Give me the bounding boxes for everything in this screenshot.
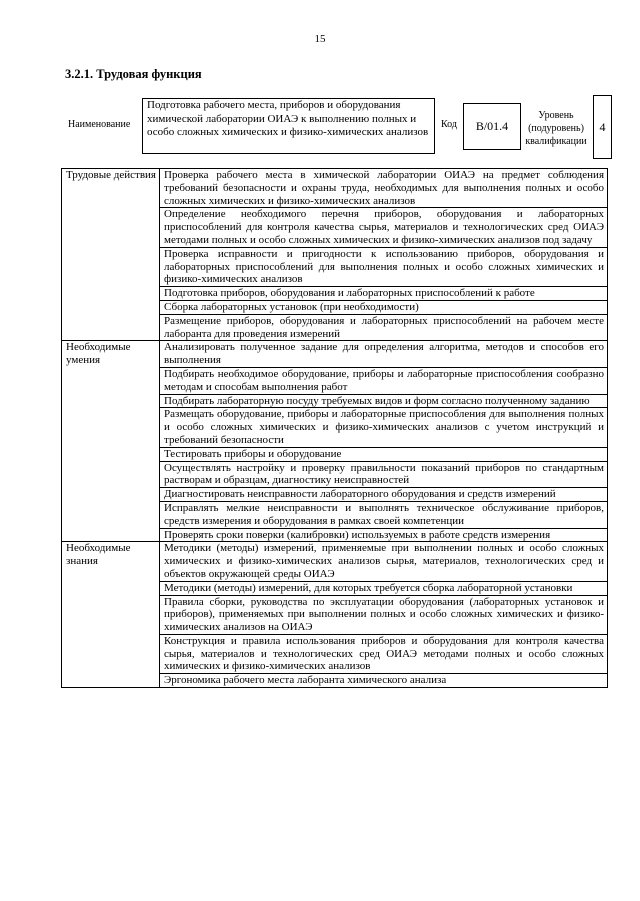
code-box: В/01.4 bbox=[463, 103, 521, 150]
table-cell: Сборка лабораторных установок (при необходимости) bbox=[160, 300, 608, 314]
table-cell: Проверять сроки поверки (калибровки) используемых в работе средств измерения bbox=[160, 528, 608, 542]
function-table bbox=[61, 168, 608, 688]
table-row bbox=[62, 169, 608, 208]
table-cell: Эргономика рабочего места лаборанта химического анализа bbox=[160, 674, 608, 688]
table-cell: Размещение приборов, оборудования и лабораторных приспособлений на рабочем месте лаборанта для проведения измерений bbox=[160, 314, 608, 341]
page-number: 15 bbox=[314, 33, 326, 45]
function-name-box: Подготовка рабочего места, приборов и оборудования химической лаборатории ОИАЭ к выполнению полных и особо сложных химических и физико-химических анализов bbox=[142, 98, 435, 154]
qualification-level-box: 4 bbox=[593, 95, 612, 159]
table-cell: Подбирать необходимое оборудование, приборы и лабораторные приспособления сообразно методам и способам выполнения работ bbox=[160, 367, 608, 394]
section-title: 3.2.1. Трудовая функция bbox=[65, 67, 202, 81]
table-cell: Методики (методы) измерений, применяемые при выполнении полных и особо сложных химических и физико-химических анализов сырья, материалов, технологических сред и объектов окружающей среды ОИАЭ bbox=[160, 542, 608, 581]
table-cell: Определение необходимого перечня приборов, оборудования и лабораторных приспособлений для контроля качества сырья, материалов и технологических сред ОИАЭ методами полных и особо сложных химических и физико-химических анализов под задачу bbox=[160, 208, 608, 247]
code-label: Код bbox=[441, 119, 457, 130]
table-cell: Методики (методы) измерений, для которых требуется сборка лабораторной установки bbox=[160, 581, 608, 595]
table-cell: Осуществлять настройку и проверку правильности показаний приборов по стандартным растворам и образцам, диагностику неисправностей bbox=[160, 461, 608, 488]
section-title-cell: Необходимые знания bbox=[62, 542, 160, 688]
table-cell: Проверка рабочего места в химической лаборатории ОИАЭ на предмет соблюдения требований безопасности и охраны труда, необходимых для выполнения полных и особо сложных химических и физико-химических анализов bbox=[160, 169, 608, 208]
table-cell: Исправлять мелкие неисправности и выполнять техническое обслуживание приборов, средств измерения и оборудования в рамках своей компетенции bbox=[160, 501, 608, 528]
table-cell: Размещать оборудование, приборы и лабораторные приспособления для выполнения полных и особо сложных химических и физико-химических анализов с учетом инструкций и требований безопасности bbox=[160, 408, 608, 447]
table-cell: Подготовка приборов, оборудования и лабораторных приспособлений к работе bbox=[160, 287, 608, 301]
section-title-cell: Трудовые действия bbox=[62, 169, 160, 341]
table-row bbox=[62, 542, 608, 581]
table-cell: Анализировать полученное задание для определения алгоритма, методов и способов его выполнения bbox=[160, 341, 608, 368]
table-cell: Подбирать лабораторную посуду требуемых видов и форм согласно полученному заданию bbox=[160, 394, 608, 408]
table-cell: Тестировать приборы и оборудование bbox=[160, 447, 608, 461]
table-row bbox=[62, 341, 608, 368]
table-cell: Проверка исправности и пригодности к использованию приборов, оборудования и лабораторных приспособлений для выполнения полных и особо сложных химических и физико-химических анализов bbox=[160, 247, 608, 286]
table-cell: Правила сборки, руководства по эксплуатации оборудования (лабораторных установок и приборов), применяемых при выполнении полных и особо сложных химических и физико-химических анализов на ОИАЭ bbox=[160, 595, 608, 634]
qualification-level-label: Уровень (подуровень) квалификации bbox=[525, 110, 587, 147]
section-title-cell: Необходимые умения bbox=[62, 341, 160, 542]
table-cell: Диагностировать неисправности лабораторного оборудования и средств измерений bbox=[160, 488, 608, 502]
name-label: Наименование bbox=[68, 119, 131, 130]
table-cell: Конструкция и правила использования приборов и оборудования для контроля качества сырья, материалов и технологических сред ОИАЭ методами полных и особо сложных химических и физико-химических анализов bbox=[160, 634, 608, 673]
